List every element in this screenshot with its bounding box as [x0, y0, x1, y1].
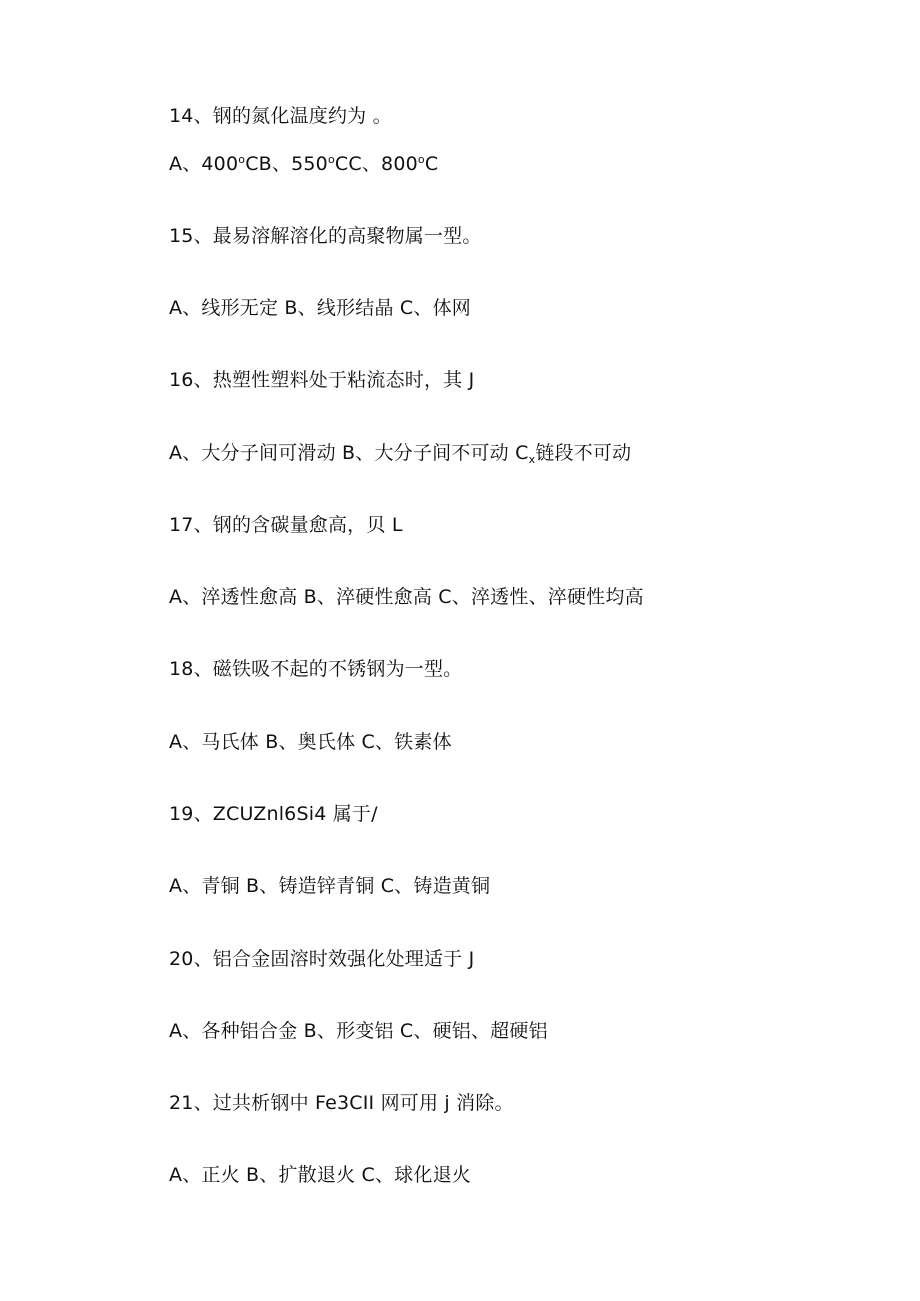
question-21-options [169, 1163, 471, 1187]
question-19-stem-text: 19、ZCUZnl6Si4 属于/ [169, 803, 378, 825]
question-17-options-text: A、淬透性愈高 B、淬硬性愈高 C、淬透性、淬硬性均高 [169, 586, 644, 608]
degree-mark: o [417, 153, 425, 166]
option-text: A、400 [169, 153, 239, 175]
question-20-stem-text: 20、铝合金固溶时效强化处理适于 J [169, 948, 475, 970]
question-21-stem [169, 1091, 514, 1115]
subscript-mark: x [528, 453, 536, 466]
question-15-options [169, 296, 471, 320]
question-18-options-text: A、马氏体 B、奥氏体 C、铁素体 [169, 731, 452, 753]
question-15-stem [169, 224, 482, 248]
question-18-stem-text: 18、磁铁吸不起的不锈钢为一型。 [169, 658, 463, 680]
option-text: 链段不可动 [535, 442, 632, 464]
question-17-stem [169, 513, 403, 537]
option-text: C [424, 153, 439, 175]
question-17-stem-text: 17、钢的含碳量愈高，贝 L [169, 514, 403, 536]
question-18-stem [169, 657, 462, 681]
option-text: CC、800 [334, 153, 418, 175]
question-19-options [169, 874, 490, 898]
option-text: A、大分子间可滑动 B、大分子间不可动 C [169, 442, 529, 464]
question-21-options-text: A、正火 B、扩散退火 C、球化退火 [169, 1164, 471, 1186]
question-14-options [169, 152, 438, 179]
degree-mark: o [238, 153, 246, 166]
question-15-options-text: A、线形无定 B、线形结晶 C、体网 [169, 297, 471, 319]
question-16-stem [169, 368, 474, 392]
question-19-stem [169, 802, 378, 826]
question-19-options-text: A、青铜 B、铸造锌青铜 C、铸造黄铜 [169, 875, 491, 897]
question-20-stem [169, 947, 474, 971]
question-21-stem-text: 21、过共析钢中 Fe3CII 网可用 j 消除。 [169, 1092, 514, 1114]
question-16-stem-text: 16、热塑性塑料处于粘流态时，其 J [169, 369, 475, 391]
question-20-options [169, 1019, 548, 1043]
question-16-options [169, 441, 631, 468]
option-text: CB、550 [245, 153, 328, 175]
question-17-options [169, 585, 644, 609]
question-15-stem-text: 15、最易溶解溶化的高聚物属一型。 [169, 225, 482, 247]
question-18-options [169, 730, 452, 754]
question-20-options-text: A、各种铝合金 B、形变铝 C、硬铝、超硬铝 [169, 1020, 548, 1042]
question-14-stem [169, 104, 392, 128]
degree-mark: o [327, 153, 335, 166]
question-14-stem-text: 14、钢的氮化温度约为 。 [169, 105, 392, 127]
